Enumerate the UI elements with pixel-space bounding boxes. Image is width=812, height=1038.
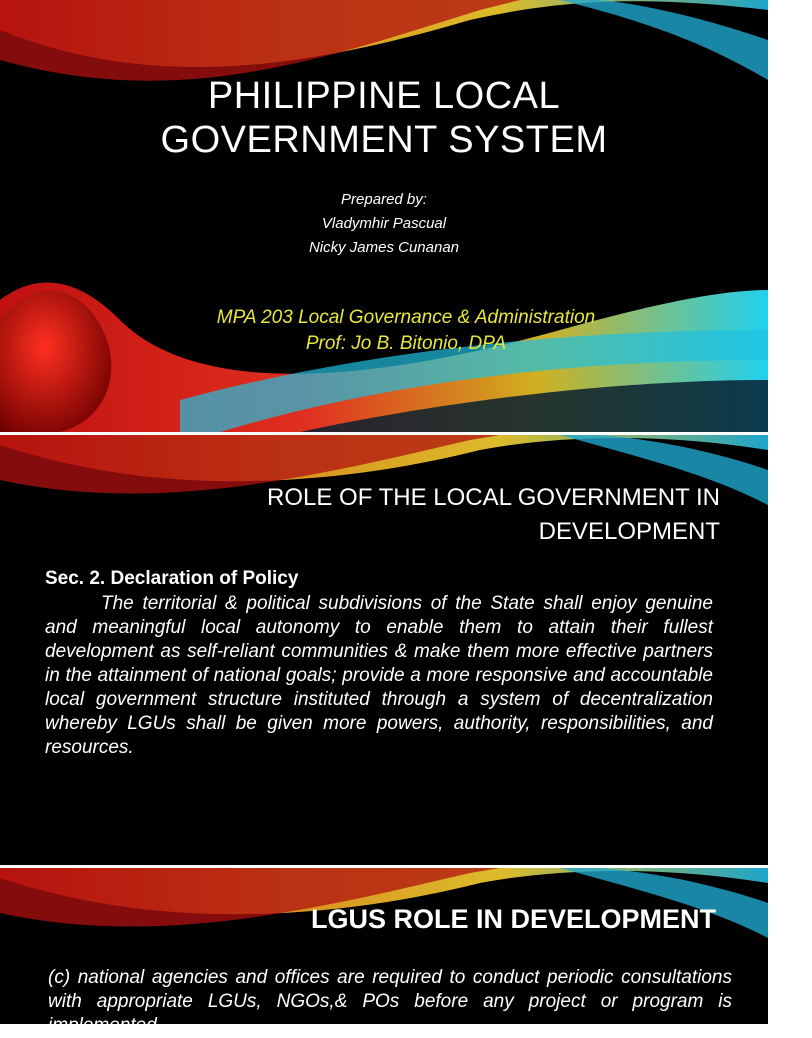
title-line: GOVERNMENT SYSTEM xyxy=(160,119,608,161)
title-line: PHILIPPINE LOCAL xyxy=(207,75,561,117)
prepared-by-block xyxy=(0,188,768,260)
author-name: Vladymhir Pascual xyxy=(321,215,447,232)
slide-role-of-local-government xyxy=(0,435,768,865)
heading-line: DEVELOPMENT xyxy=(538,518,720,545)
slide-heading xyxy=(160,481,720,549)
author-name: Nicky James Cunanan xyxy=(308,239,460,256)
presentation-title xyxy=(0,74,768,162)
policy-paragraph: The territorial & political subdivisions of the State shall enjoy genuine and meaningful local autonomy to enable them to attain their fullest development as self-reliant communities & make them more effective partners in the attainment of national goals; provide a more responsive and accountable local government structure instituted through a system of decentralization whereby LGUs shall be given more powers, authority, responsibilities, and resources. xyxy=(45,593,713,758)
slide-lgus-role xyxy=(0,868,768,1036)
professor-name: Prof: Jo B. Bitonio, DPA xyxy=(305,333,507,354)
slide-title xyxy=(0,0,768,432)
prepared-by-label: Prepared by: xyxy=(341,191,427,208)
consultation-paragraph: (c) national agencies and offices are required to conduct periodic consultations with appropriate LGUs, NGOs,& POs before any project or program is implemented xyxy=(48,967,732,1036)
course-block xyxy=(0,305,812,357)
section-heading: Sec. 2. Declaration of Policy xyxy=(45,568,299,589)
course-name: MPA 203 Local Governance & Administration xyxy=(216,307,596,328)
slide-heading: LGUS ROLE IN DEVELOPMENT xyxy=(310,904,716,934)
heading-line: ROLE OF THE LOCAL GOVERNMENT IN xyxy=(267,484,720,511)
